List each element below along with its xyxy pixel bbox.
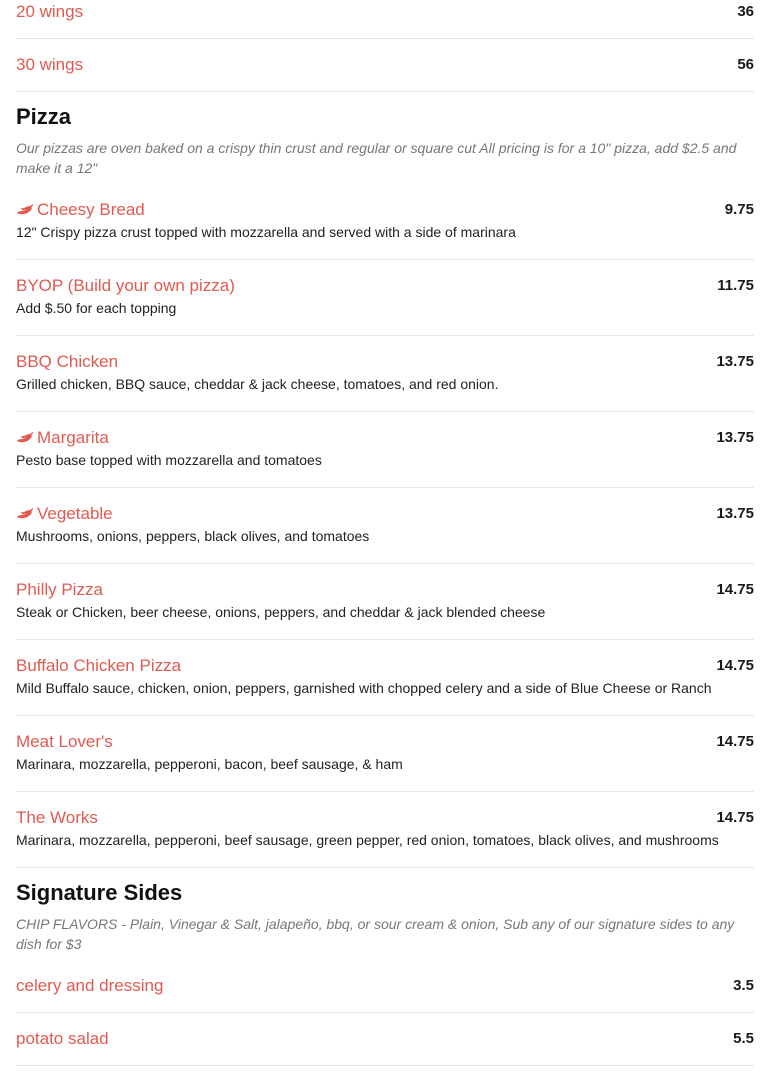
item-price: 13.75 bbox=[716, 353, 754, 370]
item-name[interactable]: potato salad bbox=[16, 1029, 109, 1048]
menu-item[interactable] bbox=[16, 716, 754, 792]
section-title-pizza: Pizza bbox=[16, 104, 72, 129]
pepper-icon bbox=[16, 204, 34, 216]
item-description: Marinara, mozzarella, pepperoni, beef sausage, green pepper, red onion, tomatoes, black olives, and mushrooms bbox=[16, 832, 719, 848]
menu-container bbox=[16, 0, 754, 1066]
item-price: 14.75 bbox=[716, 657, 754, 674]
item-name[interactable]: celery and dressing bbox=[16, 976, 164, 995]
item-price: 14.75 bbox=[716, 581, 754, 598]
item-name[interactable]: 20 wings bbox=[16, 2, 84, 21]
item-price: 13.75 bbox=[716, 505, 754, 522]
item-description: Grilled chicken, BBQ sauce, cheddar & jack cheese, tomatoes, and red onion. bbox=[16, 376, 499, 392]
item-price: 11.75 bbox=[717, 277, 754, 294]
item-name[interactable]: BBQ Chicken bbox=[16, 352, 119, 371]
menu-item[interactable] bbox=[16, 260, 754, 336]
item-name[interactable]: 30 wings bbox=[16, 55, 84, 74]
menu-item[interactable] bbox=[16, 0, 754, 39]
pepper-icon bbox=[16, 432, 34, 444]
item-description: Pesto base topped with mozzarella and tomatoes bbox=[16, 452, 322, 468]
menu-item[interactable] bbox=[16, 184, 754, 260]
item-description: Add $.50 for each topping bbox=[16, 300, 177, 316]
menu-item[interactable] bbox=[16, 1013, 754, 1066]
item-description: Mushrooms, onions, peppers, black olives, and tomatoes bbox=[16, 528, 370, 544]
item-name[interactable]: Philly Pizza bbox=[16, 580, 103, 599]
item-price: 13.75 bbox=[716, 429, 754, 446]
item-price: 36 bbox=[737, 3, 754, 20]
item-name[interactable]: Buffalo Chicken Pizza bbox=[16, 656, 182, 675]
item-name-wrap[interactable] bbox=[16, 200, 145, 220]
item-name[interactable]: Meat Lover's bbox=[16, 732, 113, 751]
menu-item[interactable] bbox=[16, 792, 754, 868]
item-name[interactable]: BYOP (Build your own pizza) bbox=[16, 276, 235, 295]
pepper-icon bbox=[16, 508, 34, 520]
section-title-sides: Signature Sides bbox=[16, 880, 183, 905]
menu-item[interactable] bbox=[16, 412, 754, 488]
item-name: Margarita bbox=[37, 428, 109, 447]
item-price: 9.75 bbox=[724, 201, 754, 218]
item-name-wrap[interactable] bbox=[16, 428, 109, 448]
item-description: Marinara, mozzarella, pepperoni, bacon, beef sausage, & ham bbox=[16, 756, 403, 772]
item-price: 56 bbox=[737, 56, 754, 73]
menu-item[interactable] bbox=[16, 336, 754, 412]
menu-item[interactable] bbox=[16, 960, 754, 1013]
item-name: Vegetable bbox=[37, 504, 113, 523]
menu-item[interactable] bbox=[16, 640, 754, 716]
item-description: Mild Buffalo sauce, chicken, onion, peppers, garnished with chopped celery and a side of Blue Cheese or Ranch bbox=[16, 680, 712, 696]
menu-item[interactable] bbox=[16, 39, 754, 92]
section-note-sides: CHIP FLAVORS - Plain, Vinegar & Salt, jalapeño, bbq, or sour cream & onion, Sub any of our signature sides to any dish for $3 bbox=[16, 916, 735, 952]
item-description: Steak or Chicken, beer cheese, onions, peppers, and cheddar & jack blended cheese bbox=[16, 604, 546, 620]
item-price: 3.5 bbox=[733, 977, 754, 994]
section-note-pizza: Our pizzas are oven baked on a crispy thin crust and regular or square cut All pricing is for a 10" pizza, add $2.5 and make it a 12" bbox=[16, 140, 737, 176]
menu-item[interactable] bbox=[16, 488, 754, 564]
item-name: Cheesy Bread bbox=[37, 200, 145, 219]
item-price: 14.75 bbox=[716, 733, 754, 750]
item-name-wrap[interactable] bbox=[16, 504, 113, 524]
item-price: 5.5 bbox=[733, 1030, 754, 1047]
item-description: 12" Crispy pizza crust topped with mozzarella and served with a side of marinara bbox=[16, 224, 516, 240]
menu-item[interactable] bbox=[16, 564, 754, 640]
item-name[interactable]: The Works bbox=[16, 808, 98, 827]
item-price: 14.75 bbox=[716, 809, 754, 826]
